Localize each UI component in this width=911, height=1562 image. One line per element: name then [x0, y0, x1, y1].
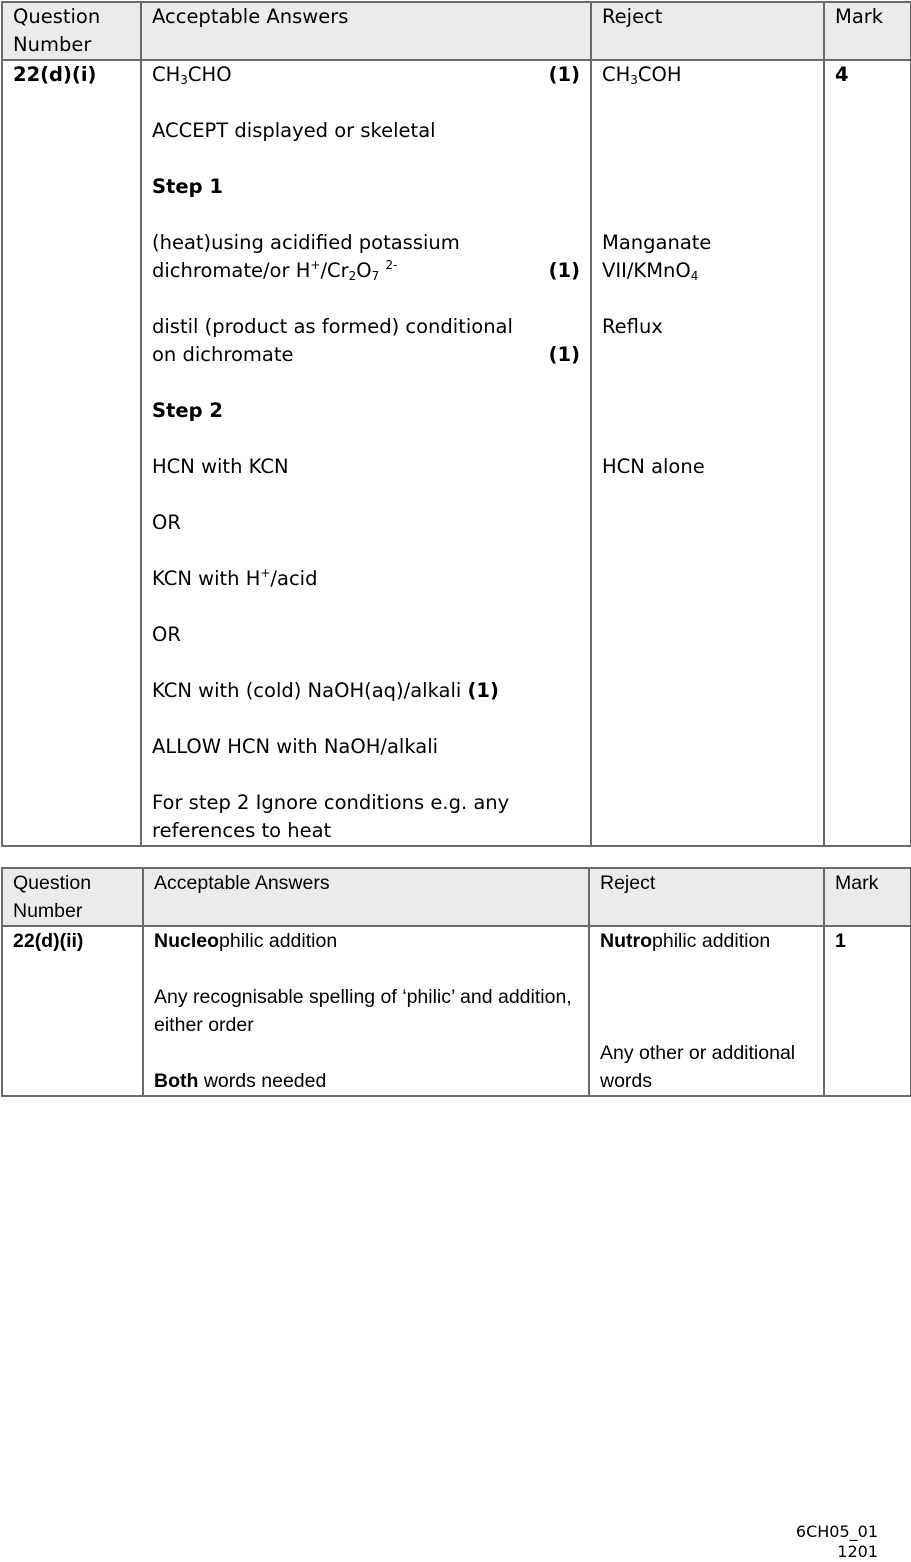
- paper-code: 6CH05_01: [795, 1522, 878, 1541]
- mark-token: (1): [467, 679, 499, 702]
- ignore-note: For step 2 Ignore conditions e.g. any references to heat: [152, 791, 510, 842]
- reject-item: Reflux: [602, 315, 663, 338]
- table-header-row: [2, 868, 911, 926]
- step1-reagent-line2: dichromate/or $H^+/Cr_2O_7$ $^{2-}$ (1): [152, 258, 580, 283]
- step2-heading: Step 2: [152, 399, 223, 422]
- header-reject: Reject: [589, 868, 824, 926]
- answer-mechanism: Nucleophilic addition: [154, 930, 338, 952]
- question-number-text: 22(d)(i): [13, 63, 97, 86]
- or-label: OR: [152, 511, 181, 534]
- step1-heading: Step 1: [152, 175, 223, 198]
- page-footer: [796, 1522, 878, 1562]
- header-reject: Reject: [591, 2, 824, 60]
- header-acceptable-answers: Acceptable Answers: [141, 2, 591, 60]
- header-acceptable-answers: Acceptable Answers: [143, 868, 589, 926]
- mark-token: (1): [548, 63, 580, 86]
- both-words-note: Both words needed: [154, 1070, 327, 1092]
- reject-item: Manganate: [602, 231, 712, 254]
- step2-option-2: KCN with H+/acid: [152, 566, 318, 590]
- mark-token: (1): [548, 259, 580, 282]
- question-number: [2, 60, 141, 846]
- header-question-number: Question Number: [2, 2, 141, 60]
- step2-option-3: KCN with (cold) NaOH(aq)/alkali (1): [152, 679, 499, 702]
- reject-item: Any other or additional words: [600, 1042, 796, 1092]
- question-number: [2, 926, 143, 1096]
- acceptable-answers-cell: [141, 60, 591, 846]
- reject-cell: [589, 926, 824, 1096]
- step2-option-1: HCN with KCN: [152, 455, 289, 478]
- step1-reagent-line1: (heat)using acidified potassium: [152, 231, 460, 254]
- answer-product: $CH_3CHO$ (1): [152, 63, 580, 87]
- question-number-text: 22(d)(ii): [13, 930, 84, 952]
- table-row: [2, 60, 911, 846]
- page-number: 1201: [837, 1542, 878, 1561]
- accept-note: ACCEPT displayed or skeletal: [152, 119, 436, 142]
- mark-value: 1: [835, 930, 846, 952]
- reject-cell: [591, 60, 824, 846]
- mark-token: (1): [548, 343, 580, 366]
- step1-distil-line2: on dichromate (1): [152, 341, 580, 369]
- table-row: [2, 926, 911, 1096]
- or-label: OR: [152, 623, 181, 646]
- spelling-note: Any recognisable spelling of ‘philic’ and addition, either order: [154, 986, 572, 1036]
- acceptable-answers-cell: [143, 926, 589, 1096]
- header-question-number: Question Number: [2, 868, 143, 926]
- table-header-row: [2, 2, 911, 60]
- mark-cell: [824, 60, 911, 846]
- reject-item: Nutrophilic addition: [600, 930, 771, 952]
- reject-item: HCN alone: [602, 455, 705, 478]
- step1-distil-line1: distil (product as formed) conditional: [152, 315, 513, 338]
- mark-value: 4: [835, 63, 849, 86]
- mark-cell: [824, 926, 911, 1096]
- allow-note: ALLOW HCN with NaOH/alkali: [152, 735, 439, 758]
- reject-item: $CH_3COH$: [602, 63, 682, 87]
- reject-item: VII/KMnO$_4$: [602, 259, 699, 283]
- mark-scheme-table-22dii: [1, 867, 911, 1097]
- header-mark: Mark: [824, 2, 911, 60]
- header-mark: Mark: [824, 868, 911, 926]
- mark-scheme-table-22di: [1, 1, 911, 847]
